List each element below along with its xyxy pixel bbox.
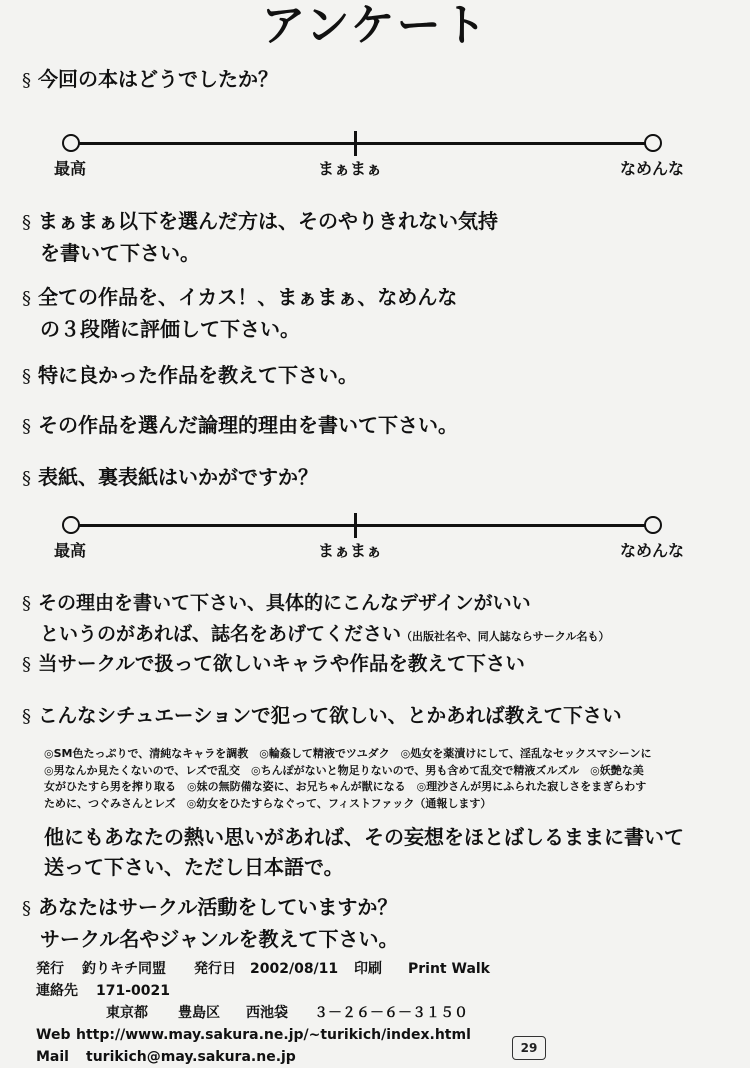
question-10-line-2: サークル名やジャンルを教えて下さい。	[40, 927, 399, 951]
publish-date-label: 発行日	[194, 961, 236, 977]
question-4-text: 特に良かった作品を教えて下さい。	[38, 363, 358, 387]
contact-label: 連絡先	[36, 983, 78, 999]
scale-label-best: 最高	[54, 159, 87, 178]
rating-scale-cover	[54, 516, 684, 576]
question-9	[22, 700, 622, 732]
rating-scale-book	[54, 134, 684, 194]
scale-middle-tick	[354, 131, 357, 156]
web-url[interactable]: http://www.may.sakura.ne.jp/~turikich/index.html	[76, 1027, 471, 1043]
situation-examples	[44, 746, 734, 812]
scale-label-soso: まぁまぁ	[318, 541, 383, 560]
question-6	[22, 462, 318, 494]
scale-label-soso: まぁまぁ	[318, 159, 383, 178]
mail-label: Mail	[36, 1049, 69, 1065]
question-10-line-1: あなたはサークル活動をしていますか？	[38, 895, 398, 919]
section-mark: §	[22, 706, 31, 727]
scale-left-circle[interactable]	[62, 516, 80, 534]
question-1-text: 今回の本はどうでしたか？	[38, 67, 278, 91]
section-mark: §	[22, 898, 31, 919]
page-title: アンケート	[261, 0, 489, 51]
question-10	[22, 892, 399, 955]
question-9-text: こんなシチュエーションで犯って欲しい、とかあれば教えて下さい	[38, 704, 622, 727]
free-text-line-1: 他にもあなたの熱い思いがあれば、その妄想をほとばしるままに書いて	[44, 825, 684, 849]
example-line-3: 女がひたすら男を搾り取る ◎妹の無防備な姿に、お兄ちゃんが獣になる ◎理沙さんが男にふられた寂しさをまぎらわす	[44, 780, 647, 793]
address-ward: 豊島区	[178, 1005, 220, 1021]
question-3-line-1: 全ての作品を、イカス！、まぁまぁ、なめんな	[38, 285, 458, 309]
web-label: Web	[36, 1027, 71, 1043]
question-5-text: その作品を選んだ論理的理由を書いて下さい。	[38, 413, 458, 437]
section-mark: §	[22, 212, 31, 233]
address-district: 西池袋	[246, 1005, 288, 1021]
question-1	[22, 64, 278, 96]
scale-label-best: 最高	[54, 541, 87, 560]
publish-date: 2002/08/11	[250, 961, 339, 977]
page-number: 29	[520, 1041, 538, 1055]
publisher-name: 釣りキチ同盟	[82, 961, 166, 977]
mail-address[interactable]: turikich@may.sakura.ne.jp	[86, 1049, 296, 1065]
section-mark: §	[22, 468, 31, 489]
scale-right-circle[interactable]	[644, 134, 662, 152]
question-2-line-2: を書いて下さい。	[40, 241, 200, 265]
scale-line	[74, 142, 650, 145]
section-mark: §	[22, 288, 31, 309]
question-7-note: （出版社名や、同人誌ならサークル名も）	[401, 630, 610, 643]
question-7-line-1: その理由を書いて下さい、具体的にこんなデザインがいい	[38, 592, 531, 614]
section-mark: §	[22, 593, 31, 614]
scale-right-circle[interactable]	[644, 516, 662, 534]
question-2	[22, 206, 498, 269]
question-8-text: 当サークルで扱って欲しいキャラや作品を教えて下さい	[38, 652, 525, 675]
section-mark: §	[22, 70, 31, 91]
question-7-line-2: というのがあれば、誌名をあげてください	[40, 623, 402, 645]
address-prefecture: 東京都	[106, 1005, 148, 1021]
print-label: 印刷	[354, 961, 382, 977]
example-line-4: ために、つぐみさんとレズ ◎幼女をひたすらなぐって、フィストファック（通報します）	[44, 796, 492, 810]
question-3-line-2: の３段階に評価して下さい。	[40, 317, 300, 341]
question-3	[22, 282, 457, 345]
question-8	[22, 648, 525, 680]
scale-label-worst: なめんな	[619, 159, 684, 178]
page-number-stamp	[512, 1036, 546, 1060]
question-4	[22, 360, 358, 392]
scale-line	[74, 524, 650, 527]
question-5	[22, 410, 458, 442]
question-7	[22, 588, 609, 652]
scale-middle-tick	[354, 513, 357, 538]
scale-left-circle[interactable]	[62, 134, 80, 152]
free-text-line-2: 送って下さい、ただし日本語で。	[44, 855, 344, 879]
address-number: ３－２６－６－３１５０	[314, 1005, 468, 1021]
question-2-line-1: まぁまぁ以下を選んだ方は、そのやりきれない気持	[38, 209, 498, 233]
section-mark: §	[22, 654, 31, 675]
postal-code: 171-0021	[96, 983, 170, 999]
section-mark: §	[22, 366, 31, 387]
example-line-2: ◎男なんか見たくないので、レズで乱交 ◎ちんぽがないと物足りないので、男も含めて乱交で精液ズルズル ◎妖艶な美	[44, 763, 644, 777]
scale-label-worst: なめんな	[619, 541, 684, 560]
printer-name: Print Walk	[408, 961, 490, 977]
question-6-text: 表紙、裏表紙はいかがですか？	[38, 465, 318, 489]
free-comment-request	[44, 822, 684, 882]
publisher-label: 発行	[36, 961, 64, 977]
example-line-1: ◎SM色たっぷりで、清純なキャラを調教 ◎輪姦して精液でツユダク ◎処女を薬漬けにして、淫乱なセックスマシーンに	[44, 747, 652, 760]
section-mark: §	[22, 416, 31, 437]
